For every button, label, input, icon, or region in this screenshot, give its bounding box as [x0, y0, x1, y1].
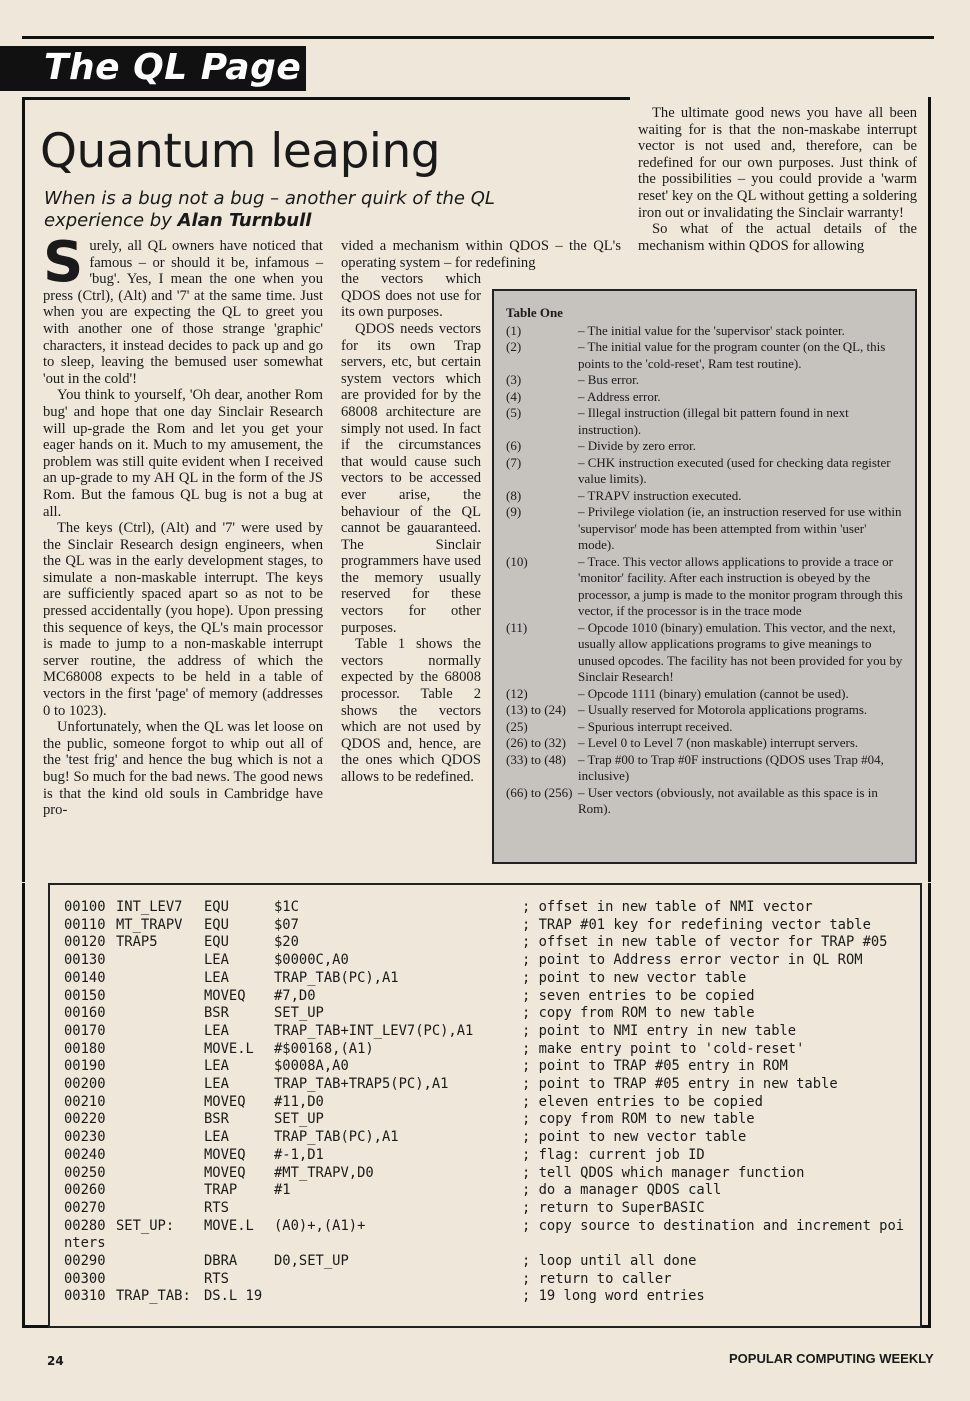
code-num: 00120 — [64, 934, 106, 951]
code-comment: ; seven entries to be copied — [522, 987, 755, 1004]
code-arg: #1 — [274, 1182, 291, 1199]
code-comment: ; 19 long word entries — [522, 1288, 705, 1305]
section-banner-label: The QL Page — [44, 47, 302, 88]
table-row — [506, 339, 905, 372]
code-num: 00110 — [64, 916, 106, 933]
code-op: LEA — [204, 1129, 229, 1146]
code-comment: ; point to new vector table — [522, 1129, 747, 1146]
code-num: 00130 — [64, 952, 106, 969]
code-op: BSR — [204, 1005, 229, 1022]
table-row-number: (11) — [506, 619, 528, 635]
table-row-description: – The initial value for the program counter (on the QL, this points to the 'cold-reset', Ram test routine). — [578, 339, 886, 371]
code-comment: ; copy from ROM to new table — [522, 1005, 755, 1022]
code-num: 00220 — [64, 1111, 106, 1128]
table-row — [506, 455, 905, 488]
code-num: 00140 — [64, 969, 106, 986]
code-comment: ; point to Address error vector in QL ROM — [522, 952, 863, 969]
frame-top — [22, 97, 630, 100]
table-title: Table One — [506, 305, 563, 320]
paragraph: You think to yourself, 'Oh dear, another Rom bug' and hope that one day Sinclair Research will up-grade the Rom and let you get your eager hands on it. Much to my amusement, the problem was still quite evident when I received an up-grade to my AH QL in the form of the JS Rom. But the famous QL bug is not a bug at all. — [43, 387, 323, 520]
code-arg: #11,D0 — [274, 1093, 324, 1110]
table-row — [506, 488, 905, 505]
table-row-description: – Level 0 to Level 7 (non maskable) interrupt servers. — [578, 735, 859, 750]
code-arg: TRAP_TAB(PC),A1 — [274, 969, 399, 986]
code-num: 00300 — [64, 1270, 106, 1287]
code-comment: ; offset in new table of NMI vector — [522, 899, 813, 915]
table-row-description: – Spurious interrupt received. — [578, 718, 733, 734]
table-row — [506, 785, 905, 818]
table-row-number: (13) to (24) — [506, 702, 566, 717]
article-column-3 — [638, 105, 917, 254]
table-row-description: – Illegal instruction (illegal bit pattern found in next instruction). — [578, 405, 849, 437]
table-row-description: – The initial value for the 'supervisor' stack pointer. — [578, 322, 845, 338]
code-op: TRAP — [204, 1182, 238, 1199]
code-comment: ; eleven entries to be copied — [522, 1093, 763, 1110]
code-op: EQU — [204, 916, 229, 933]
table-row-number: (5) — [506, 405, 522, 420]
code-arg: (A0)+,(A1)+ — [274, 1217, 366, 1234]
code-op: LEA — [204, 1022, 229, 1039]
table-row-description: – Trace. This vector allows applications to provide a trace or 'monitor' facility. After each instruction is obeyed by the processor, a jump is made to the monitor program through this vector, if the processor is in the trace mode — [578, 553, 903, 618]
table-row — [506, 702, 905, 719]
code-comment: ; tell QDOS which manager function — [522, 1164, 805, 1181]
paragraph: the vectors which QDOS does not use for its own purposes. — [341, 271, 481, 321]
code-num: 00200 — [64, 1076, 106, 1092]
table-row — [506, 620, 905, 686]
frame-left — [22, 97, 25, 882]
table-row-number: (26) to (32) — [506, 735, 566, 750]
code-num: 00310 — [64, 1288, 106, 1305]
code-arg: TRAP_TAB+INT_LEV7(PC),A1 — [274, 1022, 474, 1039]
table-row-description: – CHK instruction executed (used for checking data register value limits). — [578, 454, 891, 486]
code-num: 00210 — [64, 1093, 106, 1110]
code-arg: #-1,D1 — [274, 1146, 324, 1163]
code-arg: $0000C,A0 — [274, 952, 349, 969]
code-arg: $0008A,A0 — [274, 1058, 349, 1075]
author-name: Alan Turnbull — [177, 210, 312, 231]
table-row-description: – TRAPV instruction executed. — [578, 487, 742, 503]
code-comment: ; copy source to destination and increment poi — [522, 1217, 905, 1234]
code-comment: ; loop until all done — [522, 1253, 697, 1269]
paragraph: The keys (Ctrl), (Alt) and '7' were used by the Sinclair Research design engineers, when the QL was in the early development stages, to simulate a non-maskable interrupt. The keys are sufficiently spaced apart so as not to be pressed accidentally (you hope). Upon pressing this sequence of keys, the QL's main processor is made to jump to a non-maskable interrupt server routine, the address of which the MC68008 expects to be held in a table of vectors in the first 'page' of memory (addresses 0 to 1023). — [43, 520, 323, 719]
table-row-number: (1) — [506, 322, 522, 338]
listing-frame-right — [928, 883, 931, 1328]
table-row-description: – Bus error. — [578, 372, 640, 387]
paragraph: The ultimate good news you have all been waiting for is that the non-maskabe interrupt vector is not used and, therefore, can be redefined for our own purposes. Just think of the possibilities – you could provide a 'warm reset' key on the QL without getting a soldering iron out or invalidating the Sinclair warranty! — [638, 105, 917, 221]
code-listing — [48, 883, 922, 1328]
table-one — [492, 289, 917, 864]
code-op: MOVEQ — [204, 1164, 246, 1181]
table-row-number: (33) to (48) — [506, 751, 566, 767]
code-num: 00170 — [64, 1022, 106, 1039]
top-rule — [22, 36, 934, 39]
code-op: MOVEQ — [204, 1146, 246, 1163]
code-num: 00260 — [64, 1182, 106, 1199]
code-op: DS.L 19 — [204, 1288, 263, 1305]
code-op: LEA — [204, 969, 229, 986]
paragraph: QDOS needs vectors for its own Trap servers, etc, but certain system vectors which are provided for by the 68008 architecture are simply not used. In fact if the circumstances that would cause such vectors to be accessed ever arise, the behaviour of the QL cannot be gauaranteed. The Sinclair programmers have used the memory usually reserved for these vectors for other purposes. — [341, 320, 481, 636]
code-op: EQU — [204, 934, 229, 951]
table-row-description: – User vectors (obviously, not available as this space is in Rom). — [578, 784, 878, 816]
paragraph: So what of the actual details of the mechanism within QDOS for allowing — [638, 221, 917, 254]
table-row — [506, 504, 905, 554]
table-row-number: (3) — [506, 372, 522, 387]
code-comment: ; point to NMI entry in new table — [522, 1022, 797, 1039]
code-label: SET_UP: — [116, 1217, 175, 1234]
code-op: MOVE.L — [204, 1040, 254, 1057]
table-row — [506, 554, 905, 620]
code-op: RTS — [204, 1270, 229, 1287]
code-op: LEA — [204, 1058, 229, 1075]
code-comment: ; point to new vector table — [522, 969, 747, 986]
table-row-number: (8) — [506, 487, 522, 503]
code-arg: $1C — [274, 899, 299, 915]
code-comment: ; make entry point to 'cold-reset' — [522, 1040, 805, 1057]
paragraph: Unfortunately, when the QL was let loose on the public, someone forgot to whip out all of the 'test frig' and hence the bug which is not a bug! So much for the bad news. The good news is that the kind old souls in Cambridge have pro- — [43, 719, 323, 819]
table-row — [506, 323, 905, 340]
table-row-number: (2) — [506, 339, 522, 354]
code-comment: ; do a manager QDOS call — [522, 1182, 722, 1199]
code-comment: ; copy from ROM to new table — [522, 1111, 755, 1128]
table-row-description: – Privilege violation (ie, an instruction reserved for use within 'supervisor' mode has been attempted from within 'user' mode). — [578, 504, 902, 552]
frame-right — [928, 97, 931, 882]
table-row-description: – Divide by zero error. — [578, 438, 697, 453]
code-arg: D0,SET_UP — [274, 1253, 349, 1269]
table-row-number: (4) — [506, 388, 522, 404]
code-op: LEA — [204, 1076, 229, 1092]
table-row-number: (10) — [506, 553, 528, 569]
code-comment: ; return to caller — [522, 1270, 672, 1287]
code-arg: $20 — [274, 934, 299, 951]
code-num: 00180 — [64, 1040, 106, 1057]
code-comment: ; point to TRAP #05 entry in ROM — [522, 1058, 788, 1075]
code-arg: #7,D0 — [274, 987, 316, 1004]
table-row-number: (12) — [506, 685, 528, 701]
code-num: 00150 — [64, 987, 106, 1004]
code-arg: #MT_TRAPV,D0 — [274, 1164, 374, 1181]
code-num: 00240 — [64, 1146, 106, 1163]
code-num: 00270 — [64, 1199, 106, 1216]
code-comment: ; offset in new table of vector for TRAP #05 — [522, 934, 888, 951]
page-number: 24 — [47, 1354, 64, 1368]
table-row — [506, 752, 905, 785]
article-column-1 — [43, 230, 323, 819]
code-arg: SET_UP — [274, 1111, 324, 1128]
code-label: TRAP5 — [116, 934, 158, 951]
table-row-description: – Opcode 1010 (binary) emulation. This vector, and the next, usually allow applications programs to give meanings to unused opcodes. The facility has not been provided for you by Sinclair Research! — [578, 619, 903, 684]
paragraph: Table 1 shows the vectors normally expected by the 68008 processor. Table 2 shows the vectors which are not used by QDOS and, hence, are the ones which QDOS allows to be redefined. — [341, 636, 481, 785]
paragraph: Surely, all QL owners have noticed that famous – or should it be, infamous – 'bug'. Yes, I mean the one when you press (Ctrl), (Alt) and '7' at the same time. Just when you are expecting the QL to greet you with another one of those strange 'graphic' characters, it instead decides to pack up and go to sleep, leaving the bemused user somewhat 'out in the cold'! — [43, 230, 323, 387]
code-arg: #$00168,(A1) — [274, 1040, 374, 1057]
code-num: 00230 — [64, 1129, 106, 1146]
code-op: BSR — [204, 1111, 229, 1128]
table-row-description: – Trap #00 to Trap #0F instructions (QDOS uses Trap #04, inclusive) — [578, 751, 884, 783]
publication-name: POPULAR COMPUTING WEEKLY — [729, 1351, 934, 1366]
table-row-number: (25) — [506, 718, 528, 734]
listing-frame-left — [22, 883, 25, 1328]
table-row — [506, 735, 905, 752]
table-row-number: (6) — [506, 438, 522, 453]
table-row — [506, 686, 905, 703]
code-comment: ; TRAP #01 key for redefining vector table — [522, 916, 871, 933]
table-row-number: (7) — [506, 454, 522, 470]
table-row — [506, 389, 905, 406]
table-row-description: – Opcode 1111 (binary) emulation (cannot be used). — [578, 685, 849, 701]
code-op: RTS — [204, 1199, 229, 1216]
code-op: LEA — [204, 952, 229, 969]
code-num: 00280 — [64, 1217, 106, 1234]
code-op: MOVE.L — [204, 1217, 254, 1234]
table-row-description: – Usually reserved for Motorola applications programs. — [578, 702, 868, 717]
code-arg: TRAP_TAB+TRAP5(PC),A1 — [274, 1076, 449, 1092]
headline: Quantum leaping — [40, 124, 441, 179]
code-num: 00190 — [64, 1058, 106, 1075]
code-num: nters — [64, 1235, 106, 1252]
code-label: MT_TRAPV — [116, 916, 183, 933]
standfirst-text: When is a bug not a bug – another quirk of the QL experience by — [44, 188, 495, 231]
code-num: 00160 — [64, 1005, 106, 1022]
code-num: 00100 — [64, 899, 106, 915]
paragraph: vided a mechanism within QDOS – the QL's operating system – for redefining — [341, 238, 621, 271]
section-banner — [0, 46, 306, 91]
code-op: EQU — [204, 899, 229, 915]
code-arg: $07 — [274, 916, 299, 933]
code-label: TRAP_TAB: — [116, 1288, 191, 1305]
code-num: 00250 — [64, 1164, 106, 1181]
table-row-number: (66) to (256) — [506, 784, 573, 800]
table-row — [506, 719, 905, 736]
table-row — [506, 372, 905, 389]
table-row-description: – Address error. — [578, 388, 661, 404]
code-num: 00290 — [64, 1253, 106, 1269]
code-arg: SET_UP — [274, 1005, 324, 1022]
standfirst — [44, 188, 504, 232]
table-row — [506, 438, 905, 455]
code-comment: ; return to SuperBASIC — [522, 1199, 705, 1216]
code-op: MOVEQ — [204, 987, 246, 1004]
code-comment: ; point to TRAP #05 entry in new table — [522, 1076, 838, 1092]
drop-cap: S — [43, 230, 84, 295]
table-row-number: (9) — [506, 504, 522, 519]
table-row — [506, 405, 905, 438]
code-label: INT_LEV7 — [116, 899, 183, 915]
code-comment: ; flag: current job ID — [522, 1146, 705, 1163]
code-arg: TRAP_TAB(PC),A1 — [274, 1129, 399, 1146]
code-op: MOVEQ — [204, 1093, 246, 1110]
code-op: DBRA — [204, 1253, 238, 1269]
